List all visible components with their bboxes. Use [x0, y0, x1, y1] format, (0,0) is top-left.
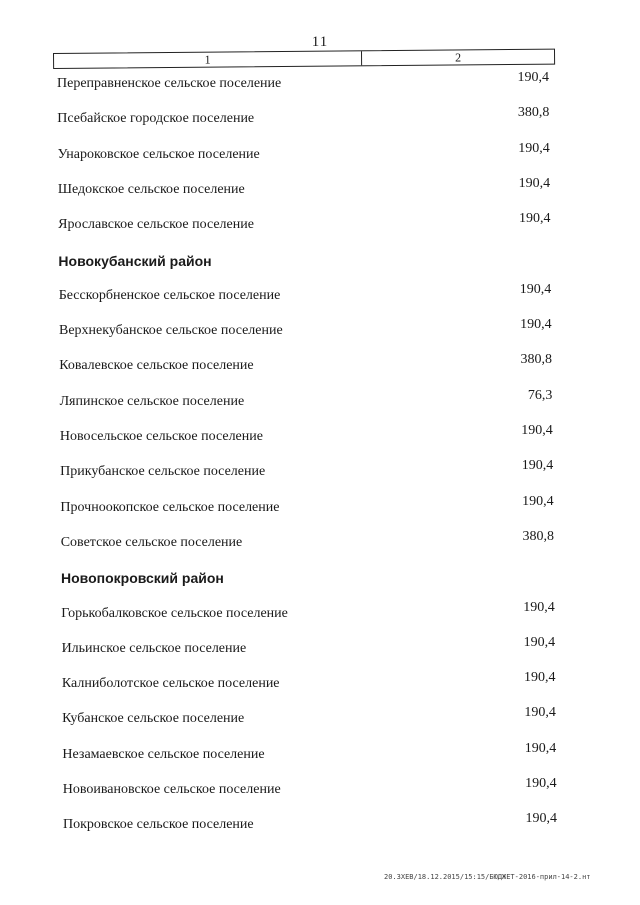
- settlement-value: 190,4: [519, 281, 552, 297]
- settlement-name: Ляпинское сельское поселение: [59, 393, 245, 409]
- table-row: [62, 740, 560, 765]
- region-heading: [58, 251, 560, 271]
- settlement-name: Ковалевское сельское поселение: [59, 358, 254, 374]
- settlement-name: Прочноокопское сельское поселение: [60, 499, 280, 515]
- table-row: [57, 105, 560, 129]
- column-header-1: 1: [54, 51, 362, 68]
- settlement-name: Псебайское городское поселение: [57, 111, 255, 127]
- settlement-value: 380,8: [520, 352, 553, 368]
- settlement-value: 190,4: [521, 458, 554, 474]
- settlement-name: Незамаевское сельское поселение: [62, 746, 265, 762]
- settlement-value: 190,4: [524, 740, 557, 756]
- settlement-value: 190,4: [525, 776, 557, 791]
- settlement-name: Калниболотское сельское поселение: [61, 676, 280, 692]
- table-row: [59, 317, 560, 341]
- table-row: [59, 423, 560, 447]
- table-row: [60, 493, 560, 518]
- settlement-value: 190,4: [521, 423, 553, 438]
- settlement-name: Кубанское сельское поселение: [62, 711, 245, 727]
- table-row: [57, 140, 560, 165]
- table-row: [60, 528, 560, 553]
- settlement-name: Ярославское сельское поселение: [58, 217, 254, 233]
- settlement-name: Прикубанское сельское поселение: [60, 464, 266, 480]
- table-row: [62, 776, 560, 800]
- settlement-value: 190,4: [523, 599, 555, 615]
- settlement-value: 76,3: [527, 387, 553, 403]
- table-row: [61, 670, 560, 694]
- settlement-value: 190,4: [522, 493, 554, 509]
- table-row: [57, 70, 560, 94]
- settlement-name: Ильинское сельское поселение: [61, 640, 247, 656]
- settlement-name: Новоивановское сельское поселение: [62, 782, 281, 797]
- settlement-name: Бесскорбненское сельское поселение: [58, 287, 281, 303]
- table-row: [58, 281, 560, 306]
- settlement-name: Верхнекубанское сельское поселение: [59, 323, 283, 339]
- settlement-value: 190,4: [523, 634, 556, 650]
- settlement-name: Советское сельское поселение: [60, 534, 243, 550]
- table-row: [61, 599, 560, 624]
- table-row: [59, 387, 560, 412]
- region-name: Новокубанский район: [58, 252, 212, 269]
- table-row: [61, 634, 560, 659]
- settlement-value: 190,4: [518, 140, 550, 156]
- settlement-name: Унароковское сельское поселение: [57, 146, 260, 162]
- table-row: [62, 705, 560, 729]
- table-row: [60, 458, 560, 482]
- table-row: [58, 211, 560, 235]
- settlement-name: Новосельское сельское поселение: [59, 429, 263, 444]
- footer-file-stamp: 20.3ХЕВ/18.12.2015/15:15/БЮДЖЕТ-2016-прил-14-2.нт: [384, 873, 591, 881]
- settlement-value: 380,8: [522, 528, 554, 544]
- column-header-2: 2: [454, 50, 462, 65]
- region-heading: [61, 568, 560, 588]
- settlement-value: 190,4: [517, 70, 549, 85]
- table-header: [53, 49, 555, 69]
- settlement-value: 190,4: [518, 175, 551, 191]
- page-number: 11: [311, 34, 329, 50]
- settlement-value: 190,4: [525, 811, 557, 827]
- table-row: [63, 811, 560, 835]
- settlement-name: Переправненское сельское поселение: [57, 76, 282, 91]
- settlement-name: Шедокское сельское поселение: [57, 181, 245, 197]
- settlement-value: 190,4: [519, 211, 551, 227]
- table-row: [57, 175, 560, 200]
- table-row: [59, 352, 560, 376]
- settlement-value: 380,8: [517, 105, 550, 121]
- settlement-value: 190,4: [523, 670, 556, 686]
- region-name: Новопокровский район: [61, 570, 224, 587]
- settlement-value: 190,4: [520, 317, 552, 333]
- settlement-name: Покровское сельское поселение: [63, 817, 254, 833]
- settlement-name: Горькобалковское сельское поселение: [61, 605, 288, 621]
- settlement-value: 190,4: [524, 705, 556, 721]
